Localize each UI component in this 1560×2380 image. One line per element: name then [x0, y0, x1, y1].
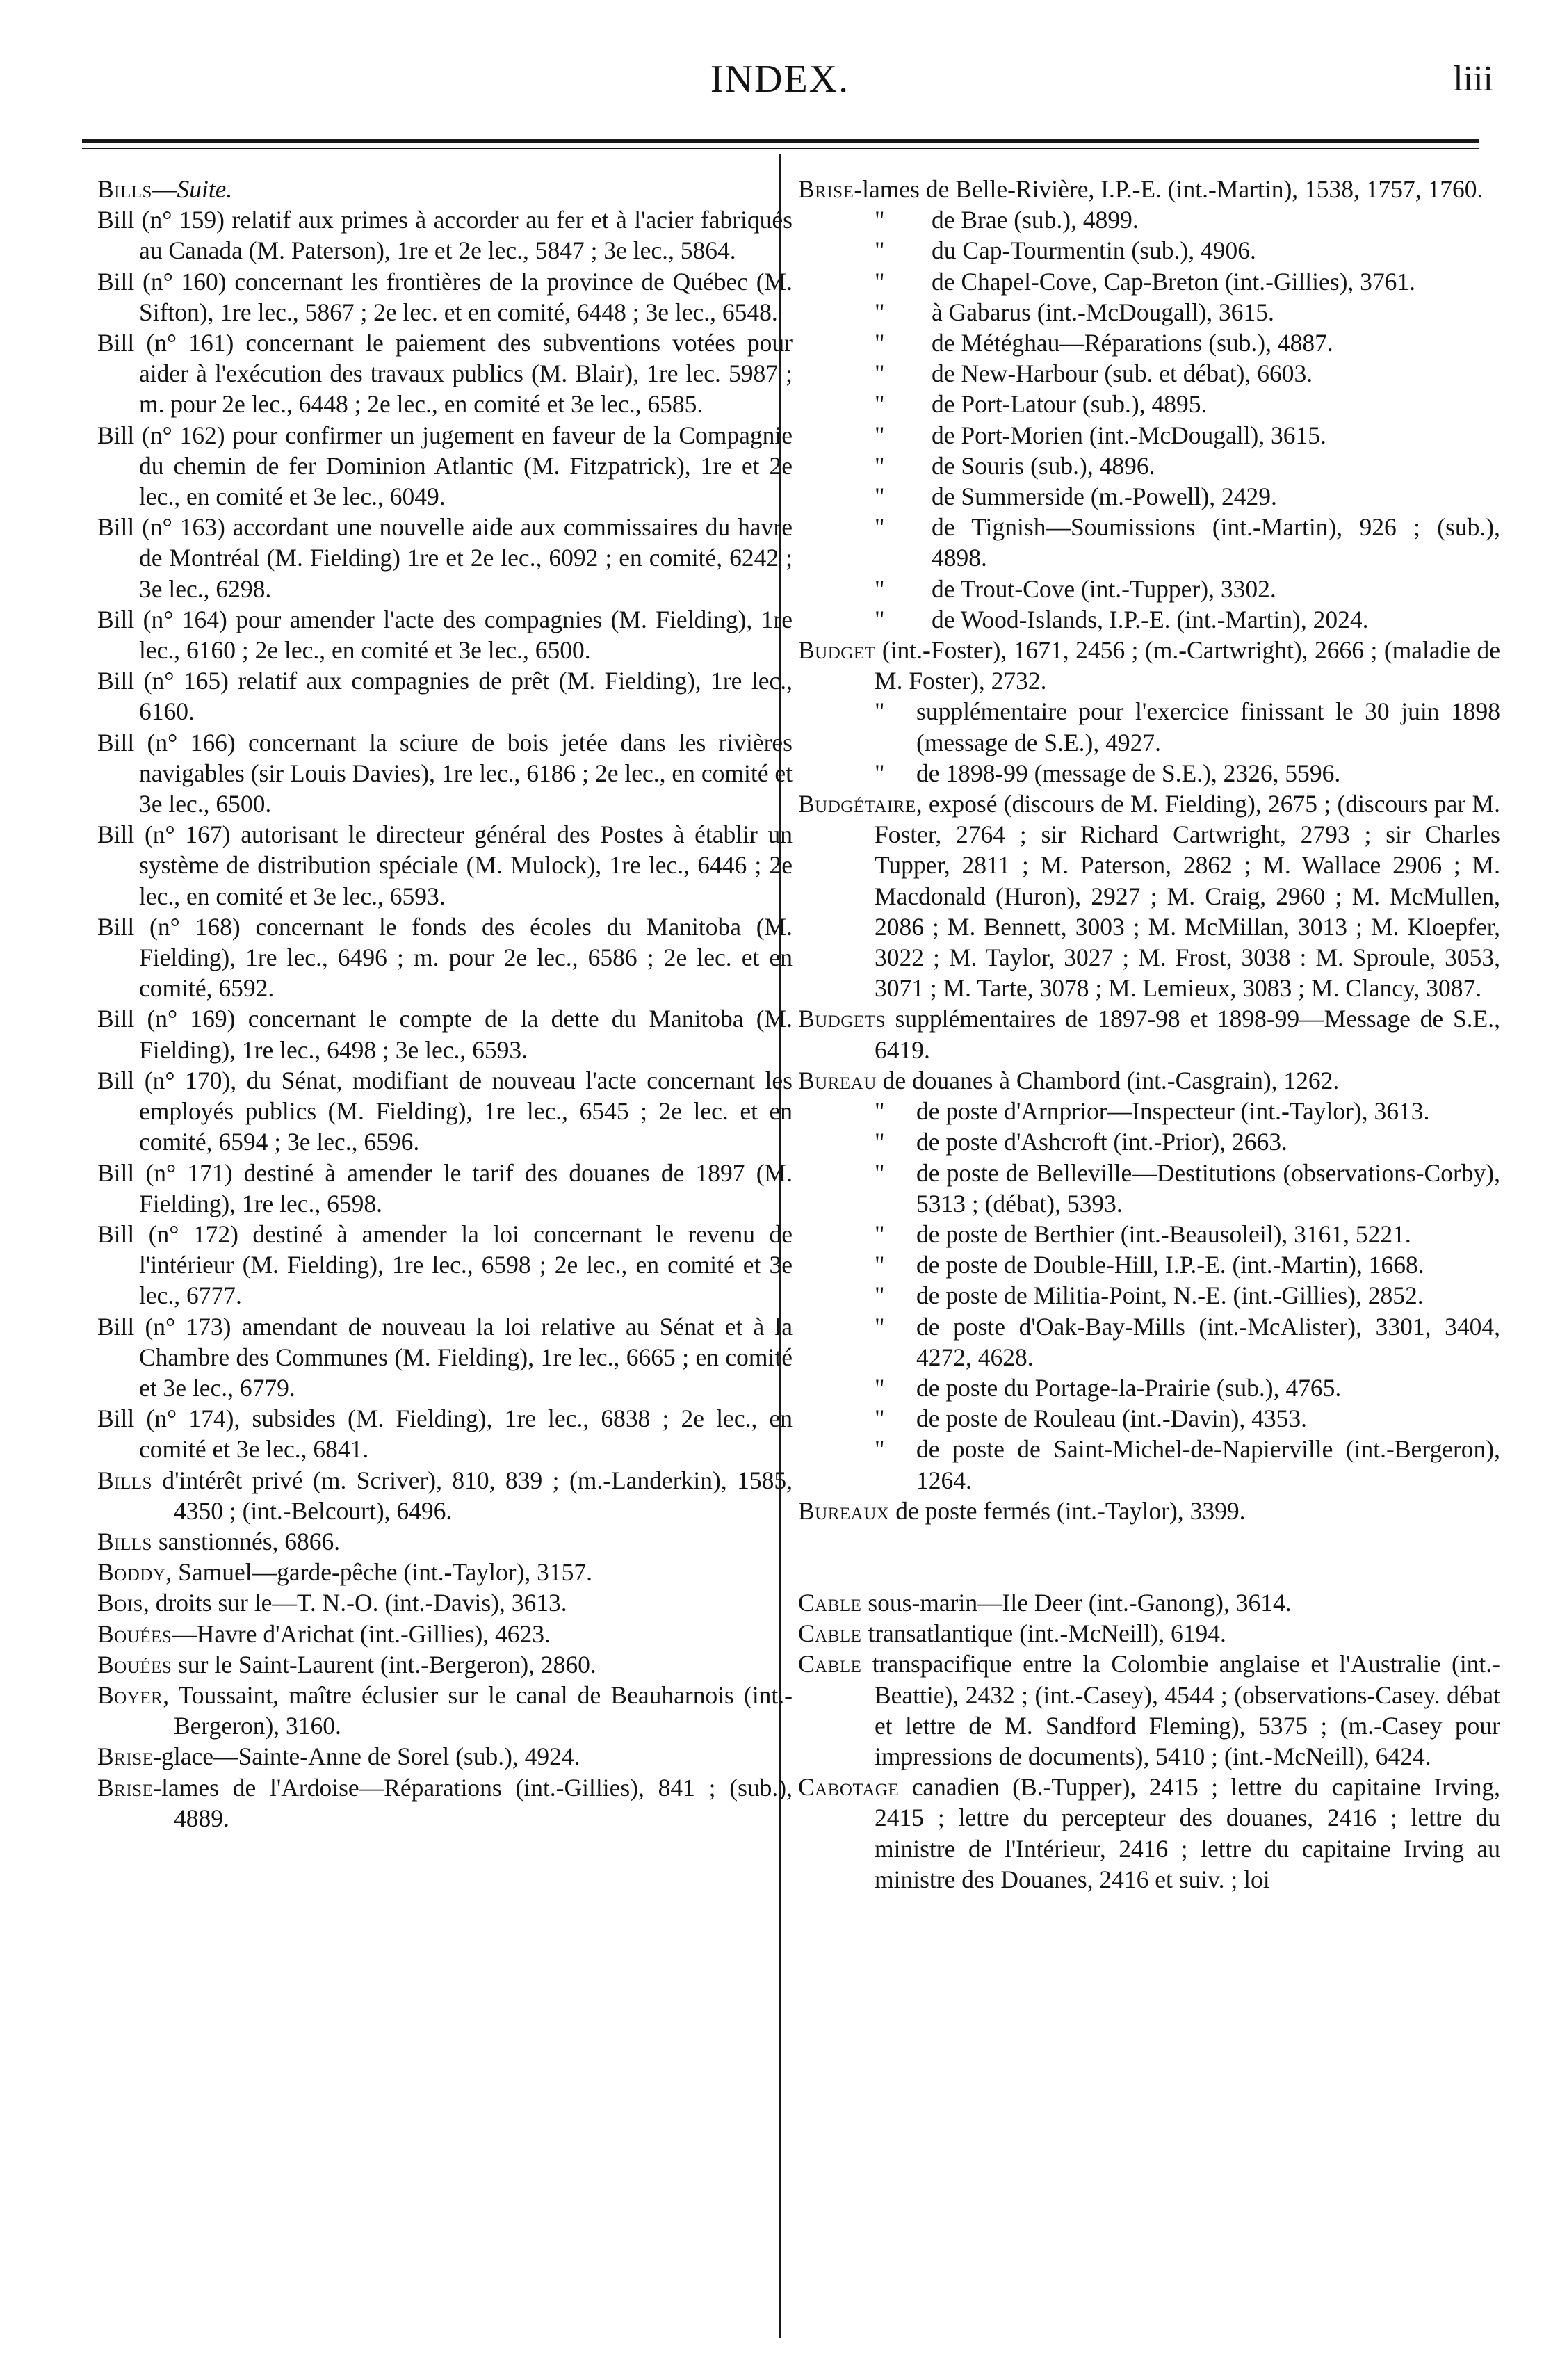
entry-text: , Toussaint, maître éclusier sur le canal de Beauharnois (int.-Bergeron), 3160.	[163, 1681, 793, 1740]
ditto-entry	[798, 1403, 1500, 1434]
entry-text: de poste d'Arnprior—Inspecteur (int.-Taylor), 3613.	[916, 1097, 1430, 1126]
entry-head: Brise	[97, 1773, 154, 1802]
entry-head: Cable	[798, 1619, 862, 1648]
entry-text: de poste de Rouleau (int.-Davin), 4353.	[916, 1404, 1307, 1433]
entry-text: Bill (n° 160) concernant les frontières de la province de Québec (M. Sifton), 1re lec., 5867 ; 2e lec. et en comité, 6448 ; 3e lec., 6548.	[97, 267, 793, 326]
entry-text: Bill (n° 169) concernant le compte de la dette du Manitoba (M. Fielding), 1re lec., 6498 ; 3e lec., 6593.	[97, 1005, 793, 1064]
entry-text: de Chapel-Cove, Cap-Breton (int.-Gillies), 3761.	[932, 267, 1416, 296]
entry-text: Bill (n° 161) concernant le paiement des subventions votées pour aider à l'exécution des travaux publics (M. Blair), 1re lec. 5987 ; m. pour 2e lec., 6448 ; 2e lec., en comité et 3e lec., 6585.	[97, 329, 793, 419]
index-entry	[97, 1587, 793, 1618]
index-entry	[798, 1618, 1500, 1649]
ditto-entry	[798, 420, 1500, 451]
entry-head: Bouées	[97, 1619, 172, 1648]
entry-text: supplémentaires de 1897-98 et 1898-99—Message de S.E., 6419.	[875, 1005, 1500, 1064]
ditto-entry	[798, 758, 1500, 788]
entry-text: d'intérêt privé (m. Scriver), 810, 839 ; (m.-Landerkin), 1585, 4350 ; (int.-Belcourt), 6496.	[152, 1466, 793, 1525]
sub-entry	[97, 1065, 793, 1158]
ditto-mark: "	[875, 359, 885, 388]
index-entry	[798, 1772, 1500, 1895]
entry-head: Bois	[97, 1589, 143, 1617]
sub-entry	[97, 1219, 793, 1311]
entry-text: -lames de l'Ardoise—Réparations (int.-Gillies), 841 ; (sub.), 4889.	[153, 1773, 793, 1832]
entry-text: de poste de Belleville—Destitutions (observations-Corby), 5313 ; (débat), 5393.	[916, 1158, 1500, 1217]
entry-text: Bill (n° 162) pour confirmer un jugement en faveur de la Compagnie du chemin de fer Dominion Atlantic (M. Fitzpatrick), 1re et 2e lec., en comité et 3e lec., 6049.	[97, 421, 793, 511]
entry-text: Bill (n° 159) relatif aux primes à accorder au fer et à l'acier fabriqués au Canada (M. Paterson), 1re et 2e lec., 5847 ; 3e lec., 5864.	[97, 206, 793, 265]
ditto-mark: "	[875, 1128, 885, 1156]
ditto-mark: "	[875, 236, 885, 265]
ditto-mark: "	[875, 206, 885, 234]
ditto-entry	[798, 1373, 1500, 1403]
ditto-mark: "	[875, 1097, 885, 1126]
entry-text: —Havre d'Arichat (int.-Gillies), 4623.	[172, 1619, 551, 1648]
entry-text: Bill (n° 168) concernant le fonds des écoles du Manitoba (M. Fielding), 1re lec., 6496 ; m. pour 2e lec., 6586 ; 2e lec. et en comité, 6592.	[97, 912, 793, 1003]
entry-head: Cable	[798, 1650, 862, 1678]
entry-text: Bill (n° 164) pour amender l'acte des compagnies (M. Fielding), 1re lec., 6160 ; 2e lec., en comité et 3e lec., 6500.	[97, 605, 793, 665]
index-entry	[97, 1680, 793, 1741]
entry-text: , Samuel—garde-pêche (int.-Taylor), 3157.	[165, 1558, 593, 1587]
entry-head: Brise	[97, 1742, 154, 1771]
entry-head: Bills	[97, 1466, 152, 1494]
index-entry	[798, 1065, 1500, 1096]
ditto-entry	[798, 1280, 1500, 1311]
entry-text: de New-Harbour (sub. et débat), 6603.	[932, 359, 1313, 388]
sub-entry	[97, 604, 793, 665]
entry-text: supplémentaire pour l'exercice finissant le 30 juin 1898 (message de S.E.), 4927.	[916, 697, 1500, 756]
entry-head: Bureaux	[798, 1496, 890, 1525]
ditto-entry	[798, 204, 1500, 235]
entry-text: de Wood-Islands, I.P.-E. (int.-Martin), 2024.	[932, 605, 1369, 633]
entry-text: de Souris (sub.), 4896.	[932, 451, 1155, 480]
entry-text: canadien (B.-Tupper), 2415 ; lettre du capitaine Irving, 2415 ; lettre du percepteur des douanes, 2416 ; lettre du ministre de l'Intérieur, 2416 ; lettre du capitaine Irving au ministre des Douanes, 2416 et suiv. ; loi	[875, 1773, 1500, 1893]
entry-text: de poste du Portage-la-Prairie (sub.), 4765.	[916, 1373, 1342, 1402]
ditto-entry	[798, 235, 1500, 266]
ditto-mark: "	[875, 513, 885, 542]
entry-text: , exposé (discours de M. Fielding), 2675 ; (discours par M. Foster, 2764 ; sir Richard Cartwright, 2793 ; sir Charles Tupper, 2811 ; M. Paterson, 2862 ; M. Wallace 2906 ; M. Macdonald (Huron), 2927 ; M. Craig, 2960 ; M. McMullen, 2086 ; M. Bennett, 3003 ; M. McMillan, 3013 ; M. Kloepfer, 3022 ; M. Taylor, 3027 ; M. Frost, 3038 : M. Sproule, 3053, 3071 ; M. Tarte, 3078 ; M. Lemieux, 3083 ; M. Clancy, 3087.	[875, 790, 1500, 1003]
sub-entry	[97, 819, 793, 912]
header-rule-thin	[82, 148, 1479, 149]
left-column	[97, 174, 793, 1833]
entry-text: de poste d'Oak-Bay-Mills (int.-McAlister), 3301, 3404, 4272, 4628.	[916, 1312, 1500, 1371]
entry-text: Bill (n° 173) amendant de nouveau la loi relative au Sénat et à la Chambre des Communes (M. Fielding), 1re lec., 6665 ; en comité et 3e lec., 6779.	[97, 1312, 793, 1402]
ditto-mark: "	[875, 1373, 885, 1402]
entry-head: Cabotage	[798, 1773, 900, 1802]
index-entry	[798, 635, 1500, 696]
entry-text: —	[152, 175, 177, 203]
entry-text: de poste de Militia-Point, N.-E. (int.-Gillies), 2852.	[916, 1281, 1424, 1310]
entry-text: Bill (n° 167) autorisant le directeur général des Postes à établir un système de distribution spéciale (M. Mulock), 1re lec., 6446 ; 2e lec., en comité et 3e lec., 6593.	[97, 820, 793, 910]
index-entry	[798, 1649, 1500, 1772]
section-heading	[97, 174, 793, 204]
entry-text: de Météghau—Réparations (sub.), 4887.	[932, 329, 1333, 357]
sub-entry	[97, 1003, 793, 1064]
entry-head: Bureau	[798, 1066, 877, 1094]
entry-text: de poste de Saint-Michel-de-Napierville (int.-Bergeron), 1264.	[916, 1435, 1500, 1494]
sub-entry	[97, 912, 793, 1004]
ditto-mark: "	[875, 1312, 885, 1341]
index-entry	[97, 1526, 793, 1557]
sub-entry	[97, 204, 793, 266]
ditto-mark: "	[875, 298, 885, 326]
entry-text: Bill (n° 171) destiné à amender le tarif des douanes de 1897 (M. Fielding), 1re lec., 6598.	[97, 1158, 793, 1217]
entry-text: Bill (n° 166) concernant la sciure de bois jetée dans les rivières navigables (sir Louis Davies), 1re lec., 6186 ; 2e lec., en comité et 3e lec., 6500.	[97, 728, 793, 818]
header-rule-thick	[82, 139, 1479, 143]
ditto-mark: "	[875, 390, 885, 419]
entry-text: sous-marin—Ile Deer (int.-Ganong), 3614.	[861, 1588, 1292, 1617]
entry-text: transatlantique (int.-McNeill), 6194.	[861, 1619, 1226, 1648]
index-entry	[798, 1003, 1500, 1064]
index-entry	[97, 1772, 793, 1833]
ditto-mark: "	[875, 697, 885, 726]
ditto-entry	[798, 1434, 1500, 1495]
ditto-mark: "	[875, 605, 885, 633]
entry-text: (int.-Foster), 1671, 2456 ; (m.-Cartwright), 2666 ; (maladie de M. Foster), 2732.	[875, 636, 1500, 695]
index-entry	[798, 1496, 1500, 1526]
sub-entry	[97, 1403, 793, 1464]
entry-text: Bill (n° 172) destiné à amender la loi concernant le revenu de l'intérieur (M. Fielding), 1re lec., 6598 ; 2e lec., en comité et 3e lec., 6777.	[97, 1220, 793, 1310]
entry-text: Bill (n° 174), subsides (M. Fielding), 1re lec., 6838 ; 2e lec., en comité et 3e lec., 6841.	[97, 1404, 793, 1464]
ditto-mark: "	[875, 574, 885, 603]
page-title: INDEX.	[710, 58, 850, 101]
ditto-entry	[798, 451, 1500, 481]
entry-head: Boyer	[97, 1681, 163, 1709]
entry-text: de Brae (sub.), 4899.	[932, 206, 1139, 234]
entry-text: sanstionnés, 6866.	[152, 1527, 341, 1555]
ditto-entry	[798, 358, 1500, 389]
ditto-mark: "	[875, 1220, 885, 1248]
right-column	[798, 174, 1500, 1895]
ditto-mark: "	[875, 759, 885, 787]
index-entry	[798, 788, 1500, 1003]
ditto-entry	[798, 512, 1500, 573]
ditto-mark: "	[875, 1435, 885, 1464]
entry-text: de Tignish—Soumissions (int.-Martin), 926 ; (sub.), 4898.	[932, 513, 1500, 572]
ditto-entry	[798, 1096, 1500, 1126]
entry-head: Boddy	[97, 1558, 166, 1587]
entry-head: Bills	[97, 1527, 152, 1555]
index-entry	[97, 1465, 793, 1526]
ditto-mark: "	[875, 1251, 885, 1279]
ditto-mark: "	[875, 329, 885, 357]
ditto-entry	[798, 389, 1500, 419]
entry-head: Budget	[798, 636, 876, 665]
index-entry	[97, 1557, 793, 1587]
ditto-entry	[798, 1219, 1500, 1249]
entry-text: sur le Saint-Laurent (int.-Bergeron), 2860.	[172, 1650, 596, 1678]
entry-text: de douanes à Chambord (int.-Casgrain), 1262.	[876, 1066, 1340, 1094]
ditto-mark: "	[875, 421, 885, 449]
entry-text: Bill (n° 165) relatif aux compagnies de prêt (M. Fielding), 1re lec., 6160.	[97, 667, 793, 726]
entry-head: Brise	[798, 175, 854, 203]
entry-head: Cable	[798, 1588, 862, 1617]
entry-text: de poste de Berthier (int.-Beausoleil), 3161, 5221.	[916, 1220, 1411, 1248]
sub-entry	[97, 327, 793, 420]
entry-text: de Port-Latour (sub.), 4895.	[932, 390, 1208, 419]
index-entry	[798, 1587, 1500, 1618]
ditto-entry	[798, 1158, 1500, 1219]
index-entry	[97, 1741, 793, 1772]
entry-text: de poste fermés (int.-Taylor), 3399.	[889, 1496, 1246, 1525]
entry-head: Budgets	[798, 1005, 886, 1033]
ditto-entry	[798, 327, 1500, 358]
index-entry	[798, 174, 1500, 204]
ditto-mark: "	[875, 1404, 885, 1433]
entry-text: de Summerside (m.-Powell), 2429.	[932, 483, 1277, 511]
ditto-mark: "	[875, 1281, 885, 1310]
ditto-mark: "	[875, 1158, 885, 1187]
sub-entry	[97, 665, 793, 727]
entry-text: de poste de Double-Hill, I.P.-E. (int.-Martin), 1668.	[916, 1251, 1424, 1279]
sub-entry	[97, 266, 793, 327]
ditto-mark: "	[875, 483, 885, 511]
entry-text: Bill (n° 170), du Sénat, modifiant de nouveau l'acte concernant les employés publics (M. Fielding), 1re lec., 6545 ; 2e lec. et en comité, 6594 ; 3e lec., 6596.	[97, 1066, 793, 1156]
ditto-entry	[798, 1249, 1500, 1280]
entry-head: Budgétaire	[798, 790, 916, 818]
sub-entry	[97, 420, 793, 512]
entry-text: , droits sur le—T. N.-O. (int.-Davis), 3613.	[143, 1589, 567, 1617]
entry-continued: Suite.	[177, 175, 233, 203]
ditto-entry	[798, 574, 1500, 604]
entry-text: de Port-Morien (int.-McDougall), 3615.	[932, 421, 1326, 449]
ditto-entry	[798, 481, 1500, 512]
index-entry	[97, 1619, 793, 1649]
sub-entry	[97, 1311, 793, 1404]
ditto-mark: "	[875, 267, 885, 296]
sub-entry	[97, 1158, 793, 1219]
sub-entry	[97, 727, 793, 820]
ditto-entry	[798, 604, 1500, 635]
page-number: liii	[1453, 59, 1493, 99]
entry-text: à Gabarus (int.-McDougall), 3615.	[932, 298, 1274, 326]
entry-head: Bills	[97, 175, 152, 203]
ditto-entry	[798, 266, 1500, 297]
index-entry	[97, 1649, 793, 1680]
entry-text: de 1898-99 (message de S.E.), 2326, 5596.	[916, 759, 1341, 787]
entry-head: Bouées	[97, 1650, 172, 1678]
ditto-mark: "	[875, 451, 885, 480]
entry-text: du Cap-Tourmentin (sub.), 4906.	[932, 236, 1256, 265]
entry-text: de poste d'Ashcroft (int.-Prior), 2663.	[916, 1128, 1287, 1156]
entry-text: Bill (n° 163) accordant une nouvelle aide aux commissaires du havre de Montréal (M. Fielding) 1re et 2e lec., 6092 ; en comité, 6242 ; 3e lec., 6298.	[97, 513, 793, 603]
ditto-entry	[798, 297, 1500, 327]
entry-text: transpacifique entre la Colombie anglaise et l'Australie (int.-Beattie), 2432 ; (int.-Casey), 4544 ; (observations-Casey. débat et lettre de M. Sandford Fleming), 5375 ; (m.-Casey pour impressions de documents), 5410 ; (int.-McNeill), 6424.	[861, 1650, 1500, 1770]
ditto-entry	[798, 696, 1500, 757]
ditto-entry	[798, 1126, 1500, 1157]
ditto-entry	[798, 1311, 1500, 1373]
sub-entry	[97, 512, 793, 604]
entry-text: -glace—Sainte-Anne de Sorel (sub.), 4924.	[153, 1742, 580, 1771]
entry-text: de Trout-Cove (int.-Tupper), 3302.	[932, 574, 1276, 603]
entry-text: -lames de Belle-Rivière, I.P.-E. (int.-Martin), 1538, 1757, 1760.	[854, 175, 1484, 203]
